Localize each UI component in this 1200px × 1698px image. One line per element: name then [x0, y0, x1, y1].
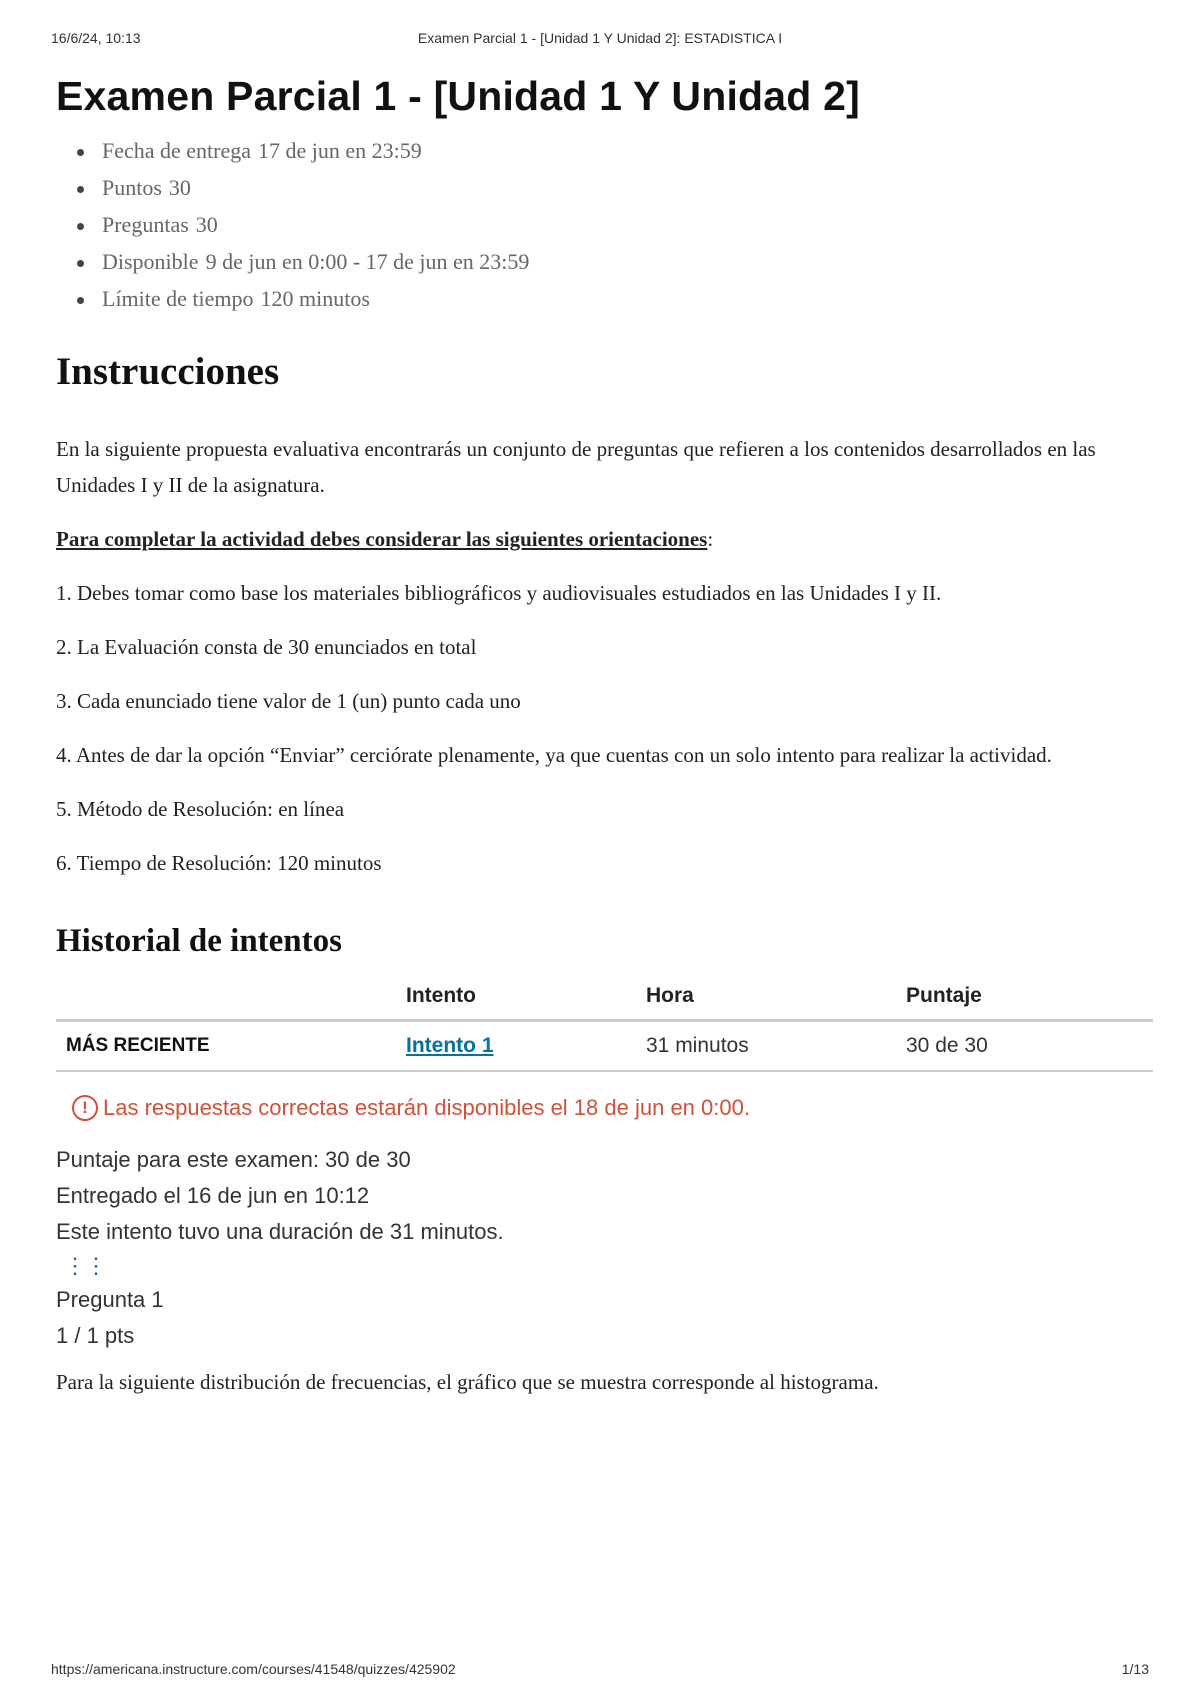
- history-heading: Historial de intentos: [56, 923, 342, 959]
- print-document-title: Examen Parcial 1 - [Unidad 1 Y Unidad 2]: ESTADISTICA I: [417, 30, 783, 46]
- bullet-icon: [77, 186, 84, 193]
- detail-value: 30: [168, 175, 191, 200]
- detail-value: 30: [195, 212, 218, 237]
- instructions-heading: Instrucciones: [56, 350, 280, 393]
- bullet-icon: [77, 149, 84, 156]
- question-text: Para la siguiente distribución de frecuencias, el gráfico que se muestra corresponde al histograma.: [56, 1370, 879, 1394]
- print-page-number: 1/13: [1121, 1661, 1149, 1677]
- duration-text: Este intento tuvo una duración de 31 minutos.: [56, 1219, 504, 1244]
- print-url: https://americana.instructure.com/courses/41548/quizzes/425902: [51, 1661, 456, 1677]
- quiz-score-text: Puntaje para este examen: 30 de 30: [56, 1147, 411, 1172]
- print-header: [51, 30, 1149, 50]
- orientation-item: 5. Método de Resolución: en línea: [56, 797, 345, 821]
- detail-points: [56, 173, 1150, 210]
- orientation-item: 2. La Evaluación consta de 30 enunciados en total: [56, 635, 477, 659]
- orientation-list: [56, 575, 1150, 881]
- detail-label: Límite de tiempo: [102, 286, 254, 311]
- detail-available: [56, 247, 1150, 284]
- quiz-content: [56, 70, 1150, 1416]
- orientation-heading-text: Para completar la actividad debes considerar las siguientes orientaciones: [56, 527, 708, 551]
- question-points: 1 / 1 pts: [56, 1323, 135, 1348]
- attempts-header-row: [56, 973, 1153, 1021]
- quiz-title: Examen Parcial 1 - [Unidad 1 Y Unidad 2]: [56, 73, 860, 119]
- attempt-time: 31 minutos: [636, 1021, 896, 1072]
- column-header-blank: [56, 973, 396, 1021]
- attempt-link[interactable]: Intento 1: [406, 1034, 494, 1057]
- bullet-icon: [77, 297, 84, 304]
- attempt-results: [56, 1142, 1150, 1354]
- detail-value: 9 de jun en 0:00 - 17 de jun en 23:59: [205, 249, 530, 274]
- answers-availability-warning: [72, 1094, 1150, 1122]
- print-footer: [51, 1661, 1149, 1681]
- detail-value: 120 minutos: [260, 286, 370, 311]
- most-recent-label: MÁS RECIENTE: [56, 1021, 396, 1072]
- question-title: Pregunta 1: [56, 1287, 164, 1312]
- detail-label: Disponible: [102, 249, 199, 274]
- orientation-item: 3. Cada enunciado tiene valor de 1 (un) punto cada uno: [56, 689, 521, 713]
- table-row: [56, 1021, 1153, 1072]
- orientation-item: 6. Tiempo de Resolución: 120 minutos: [56, 851, 382, 875]
- column-header-score: Puntaje: [896, 973, 1153, 1021]
- attempt-cell: [396, 1021, 636, 1072]
- detail-label: Preguntas: [102, 212, 189, 237]
- submitted-text: Entregado el 16 de jun en 10:12: [56, 1183, 370, 1208]
- orientation-colon: :: [707, 527, 714, 551]
- instructions-body: [56, 431, 1150, 881]
- orientation-item: 1. Debes tomar como base los materiales bibliográficos y audiovisuales estudiados en las Unidades I y II.: [56, 581, 942, 605]
- detail-label: Fecha de entrega: [102, 138, 252, 163]
- attempt-score: 30 de 30: [896, 1021, 1153, 1072]
- print-datetime: 16/6/24, 10:13: [51, 30, 141, 46]
- quiz-details-list: [56, 136, 1150, 321]
- bullet-icon: [77, 223, 84, 230]
- warning-icon: !: [72, 1095, 98, 1121]
- detail-label: Puntos: [102, 175, 162, 200]
- bullet-icon: [77, 260, 84, 267]
- detail-due-date: [56, 136, 1150, 173]
- warning-text: Las respuestas correctas estarán disponibles el 18 de jun en 0:00.: [103, 1095, 750, 1120]
- column-header-attempt: Intento: [396, 973, 636, 1021]
- attempts-table: [56, 973, 1153, 1072]
- column-header-time: Hora: [636, 973, 896, 1021]
- orientation-heading: [56, 521, 1150, 557]
- drag-handle-icon[interactable]: ⋮⋮: [64, 1253, 106, 1278]
- detail-value: 17 de jun en 23:59: [258, 138, 422, 163]
- detail-time-limit: [56, 284, 1150, 321]
- instructions-intro: En la siguiente propuesta evaluativa encontrarás un conjunto de preguntas que refieren a los contenidos desarrollados en las Unidades I y II de la asignatura.: [56, 437, 1096, 497]
- detail-questions: [56, 210, 1150, 247]
- orientation-item: 4. Antes de dar la opción “Enviar” cerciórate plenamente, ya que cuentas con un solo intento para realizar la actividad.: [56, 743, 1052, 767]
